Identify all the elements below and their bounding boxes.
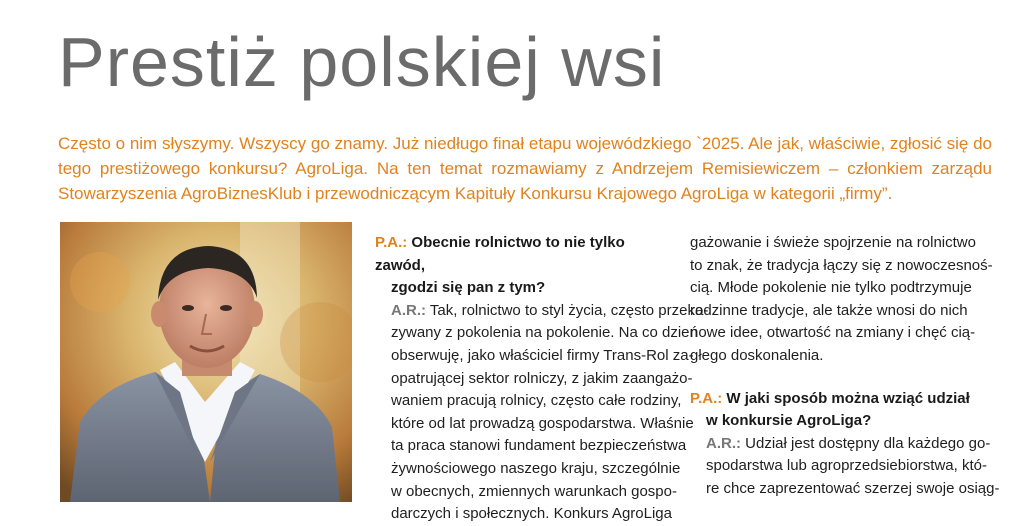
answer-1-cont-line: gażowanie i świeże spojrzenie na rolnictwo	[690, 234, 976, 251]
answer-1-line: opatrującej sektor rolniczy, z jakim zaangażo-	[391, 369, 693, 387]
interviewer-label: P.A.:	[375, 234, 408, 251]
answer-1-line: waniem pracują rolnicy, często całe rodziny,	[391, 392, 682, 410]
answer-1-line: w obecnych, zmiennych warunkach gospo-	[391, 482, 677, 500]
answer-1-line: ta praca stanowi fundament bezpieczeństwa	[391, 437, 687, 455]
answer-1-line: A.R.: Tak, rolnictwo to styl życia, często przeka-	[391, 301, 709, 319]
answer-2-line: A.R.: Udział jest dostępny dla każdego go-	[706, 434, 991, 452]
article-column-1	[375, 232, 709, 526]
answer-1-cont-line: głego doskonalenia.	[690, 346, 824, 364]
question-1-line-1: Obecnie rolnictwo to nie tylko zawód,	[375, 234, 625, 274]
answer-1-cont-line: cią. Młode pokolenie nie tylko podtrzymuje	[690, 279, 972, 297]
answer-1-line: które od lat prowadzą gospodarstwa. Właśnie	[391, 414, 694, 432]
answer-1-line: darczych i społecznych. Konkurs AgroLiga	[391, 505, 672, 523]
portrait-photo	[60, 222, 352, 502]
article-title: Prestiż polskiej wsi	[58, 23, 666, 101]
answer-1-continued	[690, 232, 993, 368]
article-column-2	[690, 232, 1000, 501]
answer-2-line: spodarstwa lub agroprzedsiebiorstwa, któ-	[706, 457, 987, 475]
question-1-line-2: zgodzi się pan z tym?	[391, 279, 546, 297]
answer-1	[375, 300, 709, 526]
answer-1-line: żywnościowego naszego kraju, szczególnie	[391, 459, 681, 477]
interviewer-label: P.A.:	[690, 389, 723, 407]
question-2	[690, 388, 990, 433]
article-lead: Często o nim słyszymy. Wszyscy go znamy. Już niedługo finał etapu wojewódzkiego `2025. Ale jak, właściwie, zgłosić się do tego prestiżowego konkursu? AgroLiga. Na ten temat rozmawiamy z Andrzejem Remisiewiczem – członkiem zarządu Stowarzyszenia AgroBiznesKlub i przewodniczącym Kapituły Konkursu Krajowego AgroLiga w kategorii „firmy”.	[58, 134, 992, 203]
portrait-photo-icon	[60, 222, 352, 502]
answer-1-line: obserwuję, jako właściciel firmy Trans-Rol za-	[391, 346, 694, 364]
answer-1-cont-line: nowe idee, otwartość na zmiany i chęć cią-	[690, 324, 976, 342]
answer-2-line: re chce zaprezentować szerzej swoje osiąg-	[706, 479, 1000, 497]
answer-1-cont-line: to znak, że tradycja łączy się z nowoczesnoś-	[690, 256, 993, 274]
respondent-label: A.R.:	[391, 301, 426, 319]
answer-2	[690, 433, 1000, 501]
question-2-line-1: W jaki sposób można wziąć udział	[726, 389, 970, 407]
answer-1-cont-line: rodzinne tradycje, ale także wnosi do nich	[690, 301, 968, 319]
respondent-label: A.R.:	[706, 434, 741, 452]
question-2-line-2: w konkursie AgroLiga?	[706, 412, 872, 430]
answer-1-line: zywany z pokolenia na pokolenie. Na co dzień	[391, 324, 698, 342]
question-1	[375, 232, 675, 300]
